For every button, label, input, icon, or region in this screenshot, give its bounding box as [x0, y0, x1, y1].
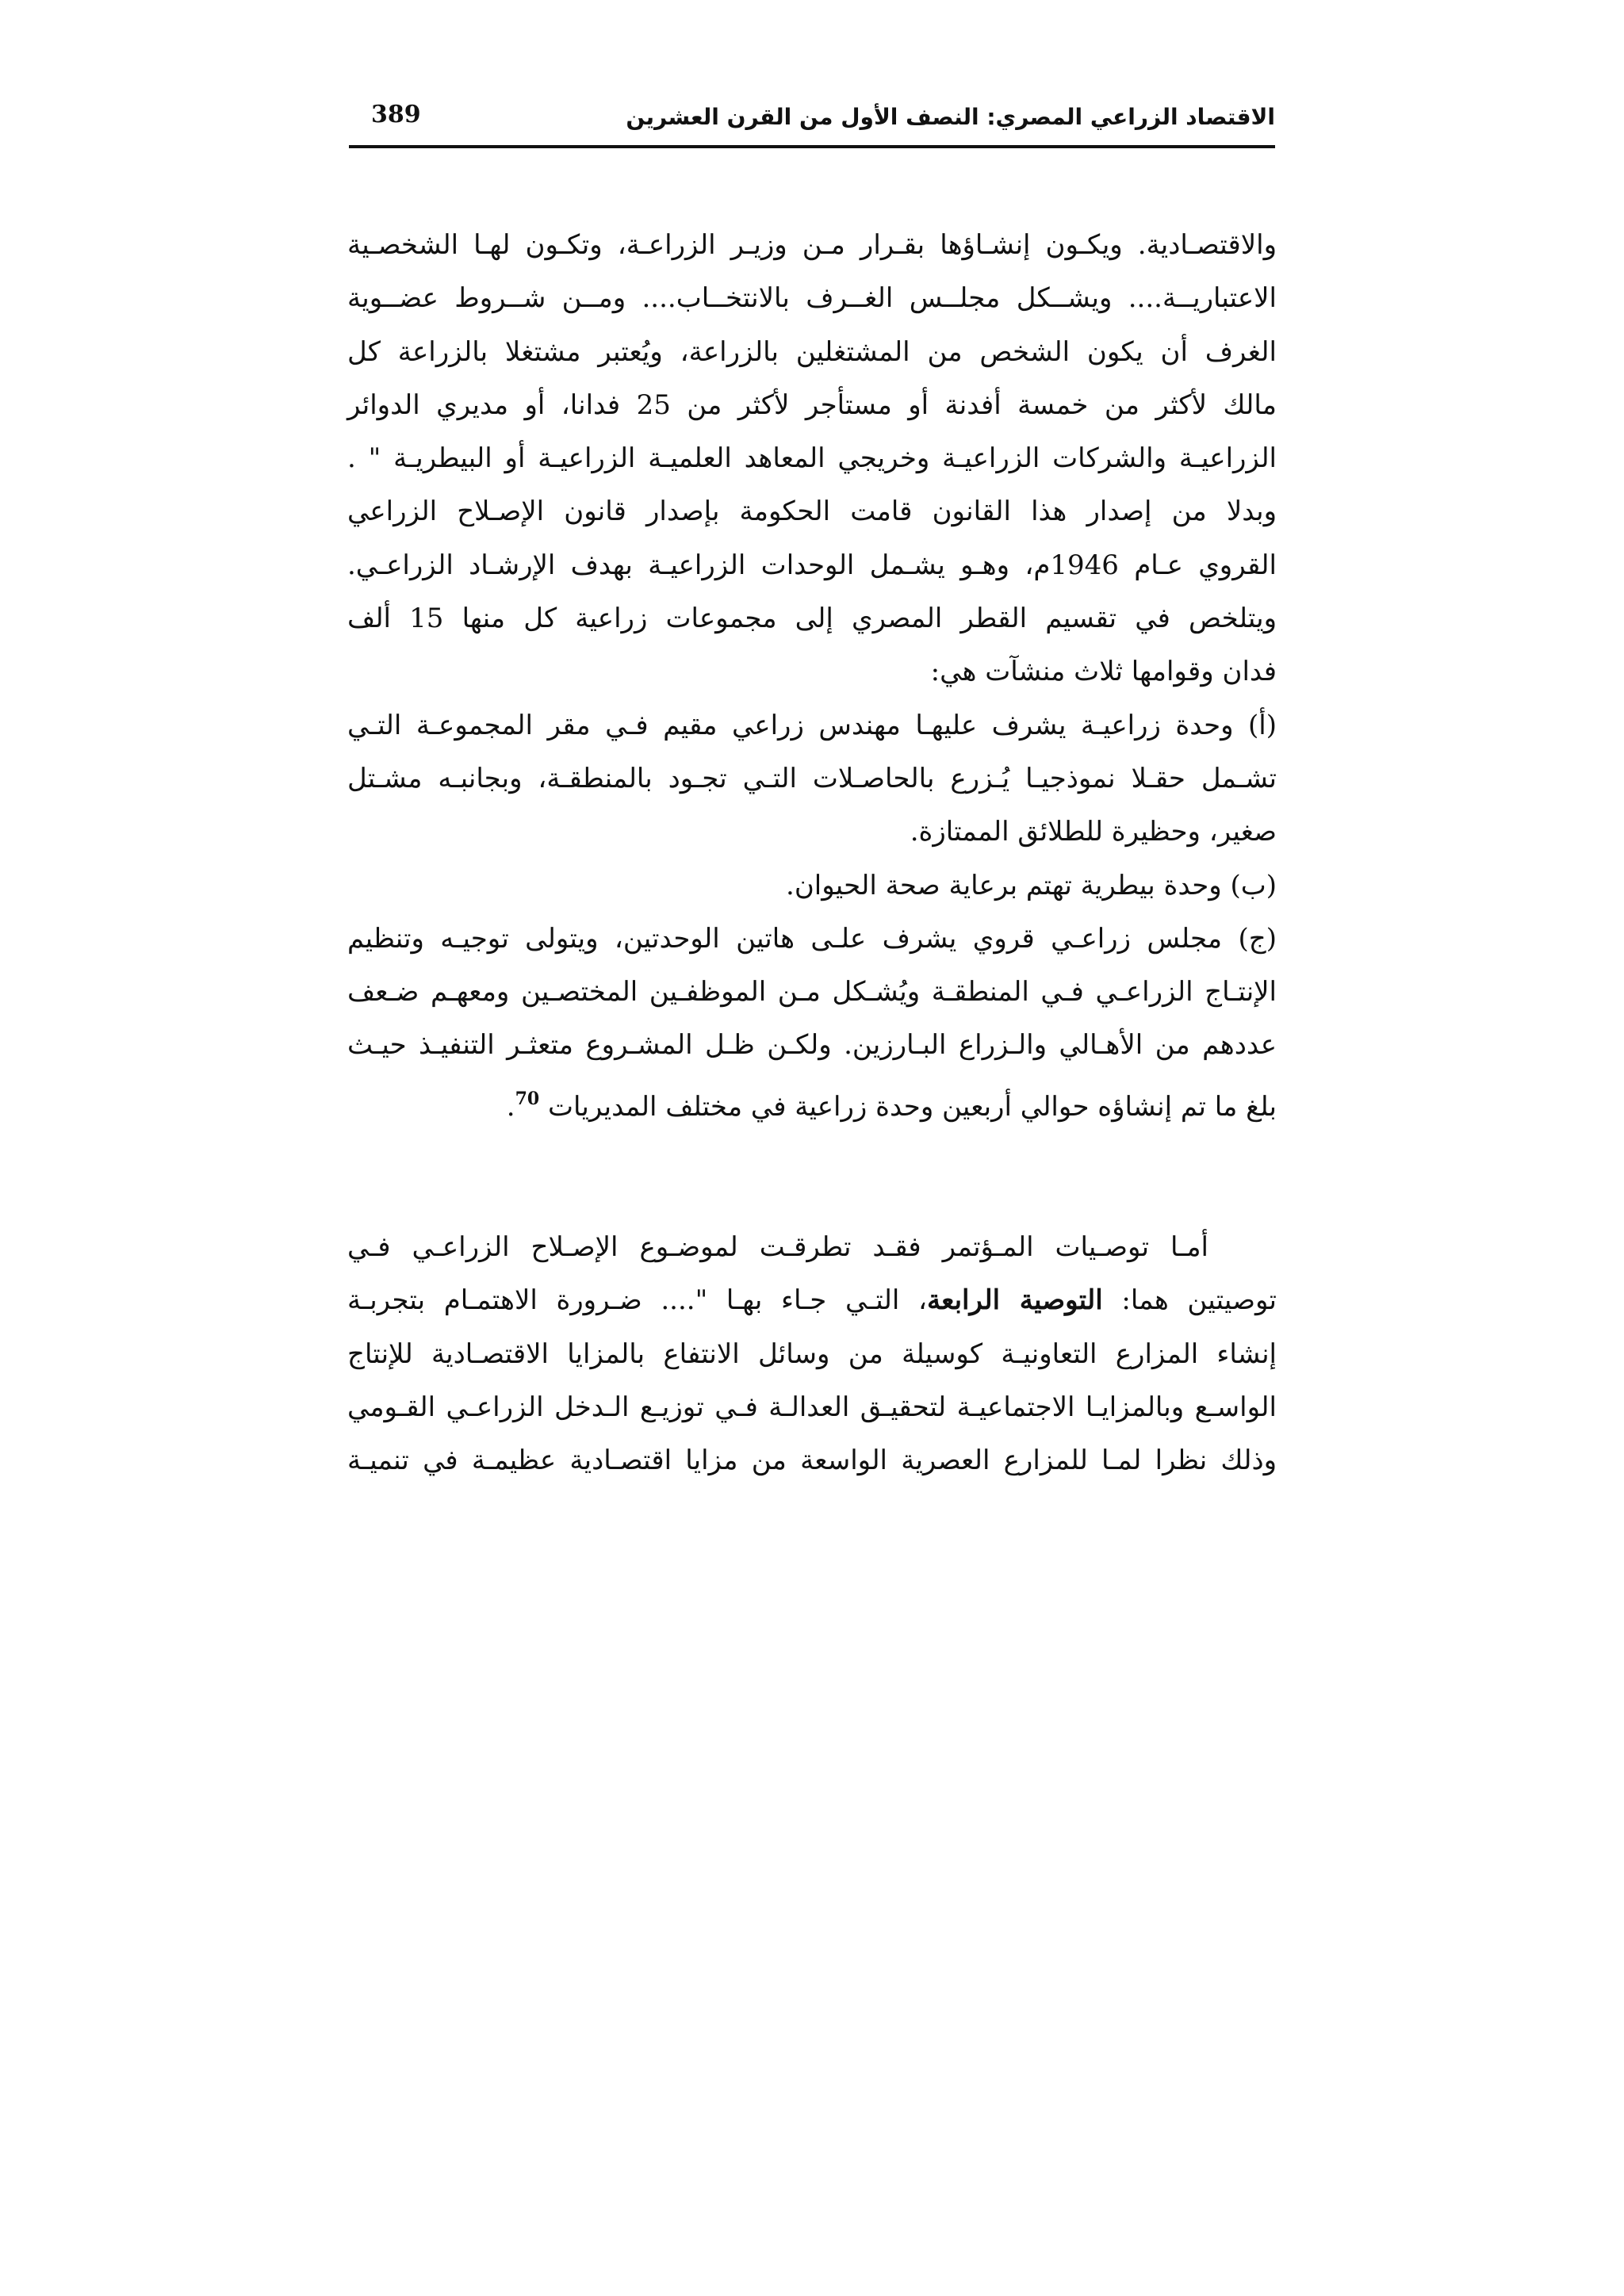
text-line: ويتلخص في تقسيم القطر المصري إلى مجموعات زراعية كل منها 15 ألف	[347, 603, 1277, 635]
paragraph-2	[347, 1221, 1277, 1487]
running-head-title: الاقتصاد الزراعي المصري: النصف الأول من القرن العشرين	[626, 104, 1275, 130]
text-line: تشـمل حقـلا نموذجيـا يُـزرع بالحاصـلات التـي تجـود بالمنطقـة، وبجانبـه مشـتل	[347, 762, 1277, 794]
text-line: الغرف أن يكون الشخص من المشتغلين بالزراعة، ويُعتبر مشتغلا بالزراعة كل	[347, 335, 1277, 368]
text-line: (أ) وحدة زراعيـة يشرف عليهـا مهندس زراعي مقيم فـي مقر المجموعـة التـي	[347, 709, 1277, 741]
body-text	[347, 219, 1277, 1488]
text-line: عددهم من الأهـالي والـزراع البـارزين. ولكـن ظـل المشـروع متعثـر التنفيـذ حيـث	[347, 1029, 1277, 1062]
text-line: الواسـع وبالمزايـا الاجتماعيـة لتحقيـق العدالـة فـي توزيـع الـدخل الزراعـي القـومي	[347, 1391, 1277, 1423]
text-line: مالك لأكثر من خمسة أفدنة أو مستأجر لأكثر من 25 فدانا، أو مديري الدوائر	[347, 388, 1277, 421]
text-line: فدان وقوامها ثلاث منشآت هي:	[930, 656, 1277, 688]
text-line: بلغ ما تم إنشاؤه حوالي أربعين وحدة زراعية في مختلف المديريات $^{70}$.	[506, 1088, 1277, 1123]
text-line: (ج) مجلس زراعـي قروي يشرف علـى هاتين الوحدتين، ويتولى توجيـه وتنظيم	[347, 922, 1277, 955]
footnote-marker[interactable]: 70	[515, 1088, 540, 1109]
text-line-content: بلغ ما تم إنشاؤه حوالي أربعين وحدة زراعية في مختلف المديريات	[548, 1090, 1277, 1123]
text-line: الزراعيـة والشركات الزراعيـة وخريجي المعاهد العلميـة الزراعيـة أو البيطريـة " .	[347, 442, 1277, 475]
text-line: صغير، وحظيرة للطلائق الممتازة.	[910, 816, 1277, 848]
page-header	[349, 99, 1275, 148]
text-line: وذلك نظرا لمـا للمزارع العصرية الواسعة من مزايا اقتصـادية عظيمـة في تنميـة	[347, 1445, 1277, 1477]
list-item-c	[347, 913, 1277, 1126]
list-item-a	[347, 699, 1277, 859]
list-item-b	[347, 859, 1277, 913]
bold-phrase: التوصية الرابعة	[926, 1284, 1103, 1317]
text-segment: توصيتين هما:	[1102, 1284, 1277, 1317]
text-line: الاعتباريــة.... ويشــكل مجلــس الغــرف بالانتخــاب.... ومــن شــروط عضــوية	[347, 282, 1277, 315]
text-segment: ، التـي جـاء بهـا ".... ضـرورة الاهتمـام بتجربـة	[347, 1284, 927, 1317]
text-line: إنشاء المزارع التعاونيـة كوسيلة من وسائل الانتفاع بالمزايا الاقتصـادية للإنتاج	[347, 1337, 1277, 1370]
text-line: والاقتصـادية. ويكـون إنشـاؤها بقـرار مـن وزيـر الزراعـة، وتكـون لهـا الشخصـية	[347, 229, 1277, 261]
page-number: 389	[371, 101, 421, 128]
paragraph-1	[347, 219, 1277, 699]
paragraph-gap	[347, 1126, 1277, 1221]
text-line: وبدلا من إصدار هذا القانون قامت الحكومة بإصدار قانون الإصـلاح الزراعي	[347, 496, 1277, 528]
text-line: القروي عـام 1946م، وهـو يشـمل الوحدات الزراعيـة بهدف الإرشـاد الزراعـي.	[347, 549, 1277, 581]
text-line: الإنتـاج الزراعـي فـي المنطقـة ويُشـكل مـن الموظفـين المختصـين ومعهـم ضـعف	[347, 976, 1277, 1008]
text-line: (ب) وحدة بيطرية تهتم برعاية صحة الحيوان.	[786, 869, 1277, 901]
text-line	[347, 1274, 1277, 1327]
text-line: أمـا توصـيات المـؤتمر فقـد تطرقـت لموضـوع الإصـلاح الزراعـي فـي	[347, 1231, 1208, 1264]
